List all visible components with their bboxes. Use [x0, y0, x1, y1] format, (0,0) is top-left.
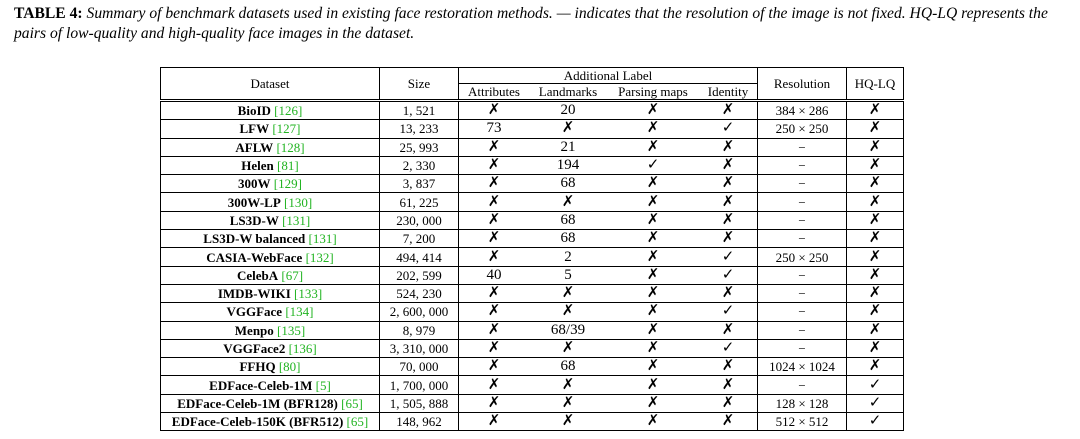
benchmark-table	[160, 67, 904, 431]
table-row	[161, 138, 904, 156]
parsing-maps-cell: ✗	[607, 175, 699, 193]
resolution-cell: 250 × 250	[758, 120, 847, 138]
citation-link[interactable]: [130]	[284, 194, 313, 210]
landmarks-cell: ✗	[529, 376, 607, 394]
parsing-maps-cell: ✗	[607, 413, 699, 431]
dataset-name: EDFace-Celeb-1M (BFR128)	[177, 395, 338, 411]
header-hqlq: HQ-LQ	[847, 68, 904, 101]
identity-cell: ✓	[699, 248, 758, 266]
parsing-maps-cell: ✗	[607, 211, 699, 229]
attributes-cell: ✗	[459, 394, 530, 412]
size-cell: 1, 521	[380, 101, 459, 120]
dataset-name: AFLW	[235, 139, 274, 155]
header-parsing-maps: Parsing maps	[618, 84, 688, 99]
identity-cell: ✓	[699, 303, 758, 321]
parsing-maps-cell: ✗	[607, 193, 699, 211]
landmarks-cell: 194	[529, 156, 607, 174]
hqlq-cell: ✗	[847, 230, 904, 248]
hqlq-cell: ✗	[847, 266, 904, 284]
table-row	[161, 303, 904, 321]
landmarks-cell: 68/39	[529, 321, 607, 339]
landmarks-cell: 2	[529, 248, 607, 266]
table-row	[161, 266, 904, 284]
citation-link[interactable]: [80]	[278, 359, 301, 375]
hqlq-cell: ✗	[847, 339, 904, 357]
identity-cell: ✗	[699, 156, 758, 174]
size-cell: 494, 414	[380, 248, 459, 266]
hqlq-cell: ✗	[847, 156, 904, 174]
resolution-cell: −	[758, 138, 847, 156]
table-row	[161, 376, 904, 394]
dataset-name: 300W-LP	[227, 194, 281, 210]
table-row	[161, 101, 904, 120]
parsing-maps-cell: ✗	[607, 358, 699, 376]
parsing-maps-cell: ✗	[607, 266, 699, 284]
dataset-name: LS3D-W	[229, 212, 279, 228]
attributes-cell: ✗	[459, 321, 530, 339]
attributes-cell: ✗	[459, 284, 530, 302]
landmarks-cell: ✗	[529, 339, 607, 357]
citation-link[interactable]: [133]	[294, 286, 323, 302]
dataset-cell	[161, 120, 380, 138]
table-row	[161, 413, 904, 431]
hqlq-cell: ✗	[847, 358, 904, 376]
size-cell: 3, 837	[380, 175, 459, 193]
landmarks-cell: 5	[529, 266, 607, 284]
dataset-cell	[161, 358, 380, 376]
citation-link[interactable]: [128]	[276, 139, 305, 155]
dataset-name: VGGFace2	[223, 341, 286, 356]
identity-cell: ✓	[699, 339, 758, 357]
size-cell: 2, 330	[380, 156, 459, 174]
table-row	[161, 230, 904, 248]
resolution-cell: 250 × 250	[758, 248, 847, 266]
header-dataset: Dataset	[161, 68, 380, 101]
attributes-cell: ✗	[459, 339, 530, 357]
attributes-cell: ✗	[459, 376, 530, 394]
resolution-cell: −	[758, 321, 847, 339]
identity-cell: ✗	[699, 101, 758, 120]
parsing-maps-cell: ✗	[607, 101, 699, 120]
landmarks-cell: 68	[529, 211, 607, 229]
size-cell: 2, 600, 000	[380, 303, 459, 321]
dataset-name: CASIA-WebFace	[206, 249, 303, 265]
dataset-cell	[161, 339, 380, 357]
dataset-name: BioID	[237, 103, 271, 119]
citation-link[interactable]: [126]	[274, 103, 303, 119]
resolution-cell: −	[758, 211, 847, 229]
identity-cell: ✗	[699, 358, 758, 376]
size-cell: 148, 962	[380, 413, 459, 431]
size-cell: 7, 200	[380, 230, 459, 248]
size-cell: 1, 505, 888	[380, 394, 459, 412]
table-row	[161, 120, 904, 138]
attributes-cell: ✗	[459, 138, 530, 156]
citation-link[interactable]: [135]	[277, 322, 306, 338]
table-caption	[14, 4, 1076, 44]
parsing-maps-cell: ✗	[607, 339, 699, 357]
parsing-maps-cell: ✗	[607, 394, 699, 412]
hqlq-cell: ✓	[847, 394, 904, 412]
dataset-cell	[161, 248, 380, 266]
resolution-cell: 384 × 286	[758, 101, 847, 120]
dataset-name: Helen	[241, 158, 274, 174]
citation-link[interactable]: [5]	[315, 377, 331, 393]
hqlq-cell: ✗	[847, 193, 904, 211]
hqlq-cell: ✗	[847, 248, 904, 266]
resolution-cell: −	[758, 303, 847, 321]
header-identity: Identity	[699, 84, 758, 101]
hqlq-cell: ✗	[847, 211, 904, 229]
caption-text: Summary of benchmark datasets used in existing face restoration methods. — indicates that the resolution of the image is not fixed. HQ-LQ represents the pairs of low-quality and high-quality face images in the dataset.	[14, 5, 1048, 42]
dataset-name: VGGFace	[226, 304, 283, 320]
citation-link[interactable]: [65]	[346, 414, 369, 430]
citation-link[interactable]: [127]	[272, 121, 301, 137]
table-row	[161, 211, 904, 229]
landmarks-cell: 20	[529, 101, 607, 120]
attributes-cell: 40	[459, 266, 530, 284]
dataset-name: EDFace-Celeb-1M	[209, 377, 313, 393]
size-cell: 25, 993	[380, 138, 459, 156]
citation-link[interactable]: [67]	[281, 267, 304, 283]
resolution-cell: −	[758, 193, 847, 211]
resolution-cell: 1024 × 1024	[758, 358, 847, 376]
identity-cell: ✗	[699, 394, 758, 412]
header-attributes: Attributes	[468, 84, 520, 99]
citation-link[interactable]: [131]	[282, 212, 311, 228]
hqlq-cell: ✗	[847, 321, 904, 339]
caption-label: TABLE 4:	[14, 5, 83, 22]
resolution-cell: −	[758, 339, 847, 357]
dataset-cell	[161, 156, 380, 174]
resolution-cell: −	[758, 284, 847, 302]
parsing-maps-cell: ✗	[607, 376, 699, 394]
identity-cell: ✗	[699, 413, 758, 431]
parsing-maps-cell: ✗	[607, 230, 699, 248]
hqlq-cell: ✗	[847, 303, 904, 321]
landmarks-cell: ✗	[529, 193, 607, 211]
attributes-cell: ✗	[459, 156, 530, 174]
header-resolution: Resolution	[758, 68, 847, 101]
dataset-cell	[161, 284, 380, 302]
dataset-cell	[161, 138, 380, 156]
resolution-cell: −	[758, 156, 847, 174]
parsing-maps-cell: ✗	[607, 284, 699, 302]
table-row	[161, 193, 904, 211]
dataset-name: Menpo	[234, 322, 274, 338]
landmarks-cell: 68	[529, 175, 607, 193]
landmarks-cell: ✗	[529, 284, 607, 302]
size-cell: 61, 225	[380, 193, 459, 211]
identity-cell: ✗	[699, 175, 758, 193]
identity-cell: ✗	[699, 376, 758, 394]
landmarks-cell: ✗	[529, 413, 607, 431]
citation-link[interactable]: [81]	[277, 158, 299, 174]
citation-link[interactable]: [65]	[341, 395, 363, 411]
size-cell: 1, 700, 000	[380, 376, 459, 394]
attributes-cell: ✗	[459, 358, 530, 376]
attributes-cell: ✗	[459, 211, 530, 229]
landmarks-cell: 68	[529, 230, 607, 248]
table-row	[161, 284, 904, 302]
attributes-cell: ✗	[459, 193, 530, 211]
hqlq-cell: ✓	[847, 376, 904, 394]
hqlq-cell: ✗	[847, 138, 904, 156]
citation-link[interactable]: [131]	[308, 231, 337, 247]
table-row	[161, 156, 904, 174]
size-cell: 8, 979	[380, 321, 459, 339]
dataset-name: IMDB-WIKI	[217, 286, 291, 302]
hqlq-cell: ✗	[847, 175, 904, 193]
dataset-cell	[161, 394, 380, 412]
header-size: Size	[380, 68, 459, 101]
dataset-cell	[161, 211, 380, 229]
identity-cell: ✗	[699, 321, 758, 339]
identity-cell: ✗	[699, 138, 758, 156]
attributes-cell: 73	[459, 120, 530, 138]
landmarks-cell: ✗	[529, 120, 607, 138]
table-row	[161, 321, 904, 339]
dataset-name: FFHQ	[239, 359, 276, 375]
attributes-cell: ✗	[459, 175, 530, 193]
hqlq-cell: ✗	[847, 120, 904, 138]
parsing-maps-cell: ✗	[607, 248, 699, 266]
attributes-cell: ✗	[459, 413, 530, 431]
identity-cell: ✗	[699, 193, 758, 211]
attributes-cell: ✗	[459, 248, 530, 266]
hqlq-cell: ✓	[847, 413, 904, 431]
parsing-maps-cell: ✗	[607, 120, 699, 138]
header-landmarks: Landmarks	[538, 84, 598, 99]
resolution-cell: −	[758, 175, 847, 193]
citation-link[interactable]: [136]	[288, 341, 317, 356]
dataset-cell	[161, 376, 380, 394]
dataset-cell	[161, 321, 380, 339]
resolution-cell: 512 × 512	[758, 413, 847, 431]
dataset-cell	[161, 230, 380, 248]
table-row	[161, 339, 904, 357]
size-cell: 13, 233	[380, 120, 459, 138]
attributes-cell: ✗	[459, 101, 530, 120]
dataset-cell	[161, 266, 380, 284]
table-body	[161, 101, 904, 431]
attributes-cell: ✗	[459, 303, 530, 321]
dataset-cell	[161, 101, 380, 120]
parsing-maps-cell: ✗	[607, 138, 699, 156]
dataset-cell	[161, 193, 380, 211]
landmarks-cell: ✗	[529, 303, 607, 321]
header-row	[161, 68, 904, 84]
dataset-name: 300W	[238, 176, 271, 192]
table-row	[161, 358, 904, 376]
table-row	[161, 248, 904, 266]
dataset-name: CelebA	[236, 267, 279, 283]
identity-cell: ✓	[699, 120, 758, 138]
dataset-name: LFW	[239, 121, 270, 137]
size-cell: 70, 000	[380, 358, 459, 376]
citation-link[interactable]: [134]	[285, 304, 314, 320]
landmarks-cell: 21	[529, 138, 607, 156]
table-row	[161, 394, 904, 412]
hqlq-cell: ✗	[847, 284, 904, 302]
hqlq-cell: ✗	[847, 101, 904, 120]
resolution-cell: −	[758, 376, 847, 394]
parsing-maps-cell: ✓	[607, 156, 699, 174]
landmarks-cell: ✗	[529, 394, 607, 412]
landmarks-cell: 68	[529, 358, 607, 376]
resolution-cell: 128 × 128	[758, 394, 847, 412]
citation-link[interactable]: [129]	[273, 176, 302, 192]
citation-link[interactable]: [132]	[305, 249, 334, 265]
size-cell: 230, 000	[380, 211, 459, 229]
identity-cell: ✗	[699, 284, 758, 302]
size-cell: 524, 230	[380, 284, 459, 302]
resolution-cell: −	[758, 230, 847, 248]
dataset-cell	[161, 303, 380, 321]
attributes-cell: ✗	[459, 230, 530, 248]
dataset-cell	[161, 413, 380, 431]
dataset-name: EDFace-Celeb-150K (BFR512)	[171, 414, 344, 430]
resolution-cell: −	[758, 266, 847, 284]
dataset-name: LS3D-W balanced	[203, 231, 306, 247]
size-cell: 202, 599	[380, 266, 459, 284]
table-row	[161, 175, 904, 193]
dataset-cell	[161, 175, 380, 193]
parsing-maps-cell: ✗	[607, 303, 699, 321]
identity-cell: ✓	[699, 266, 758, 284]
header-additional-label: Additional Label	[459, 68, 758, 84]
parsing-maps-cell: ✗	[607, 321, 699, 339]
identity-cell: ✗	[699, 211, 758, 229]
identity-cell: ✗	[699, 230, 758, 248]
size-cell: 3, 310, 000	[380, 339, 459, 357]
